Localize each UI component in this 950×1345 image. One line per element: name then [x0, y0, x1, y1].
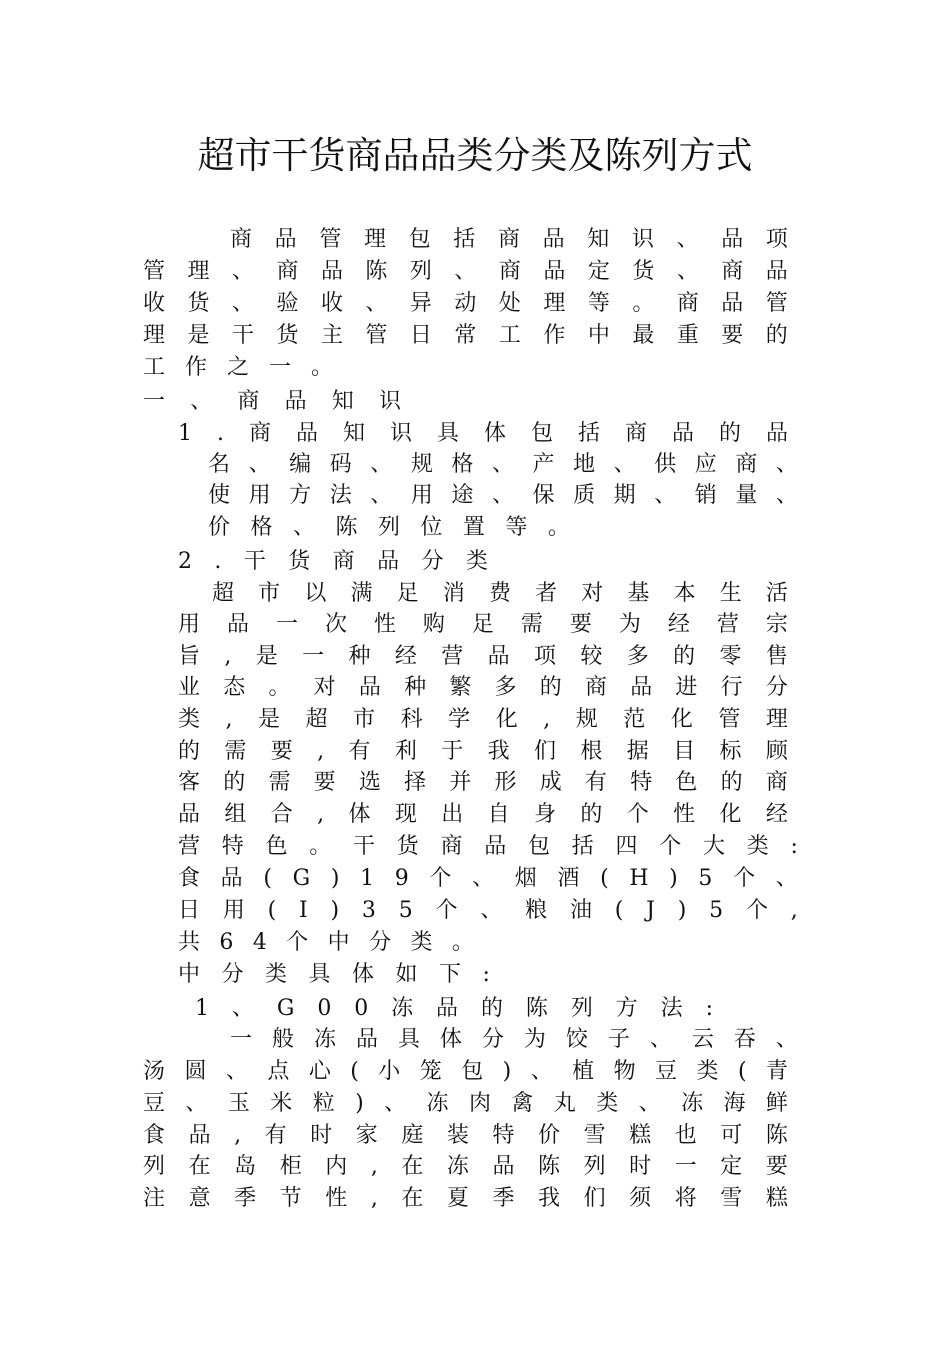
- body-line: 汤 圆 、 点 心 ( 小 笼 包 ) 、 植 物 豆 类 ( 青: [143, 1059, 788, 1084]
- body-line: 旨 , 是 一 种 经 营 品 项 较 多 的 零 售: [178, 644, 788, 669]
- body-line: 工 作 之 一 。: [143, 355, 333, 380]
- document-title: 超市干货商品品类分类及陈列方式: [197, 134, 753, 177]
- body-line: 管 理 、 商 品 陈 列 、 商 品 定 货 、 商 品: [143, 259, 788, 284]
- body-line: 的 需 要 , 有 利 于 我 们 根 据 目 标 顾: [178, 739, 788, 764]
- list-item-line: 1 . 商 品 知 识 具 体 包 括 商 品 的 品: [178, 421, 788, 446]
- body-line: 类 , 是 超 市 科 学 化 , 规 范 化 管 理: [178, 707, 788, 732]
- section-heading: 一 、 商 品 知 识: [143, 389, 401, 414]
- body-line: 收 货 、 验 收 、 异 动 处 理 等 。 商 品 管: [143, 291, 788, 316]
- body-line: 一 般 冻 品 具 体 分 为 饺 子 、 云 吞 、: [230, 1027, 798, 1052]
- body-line: 品 组 合 , 体 现 出 自 身 的 个 性 化 经: [178, 802, 788, 827]
- subsection-heading: 1 、 G 0 0 冻 品 的 陈 列 方 法 :: [195, 996, 713, 1021]
- body-line: 商 品 管 理 包 括 商 品 知 识 、 品 项: [230, 227, 788, 252]
- list-item-line: 价 格 、 陈 列 位 置 等 。: [208, 515, 570, 540]
- body-line: 用 品 一 次 性 购 足 需 要 为 经 营 宗: [178, 612, 788, 637]
- list-item-line: 使 用 方 法 、 用 途 、 保 质 期 、 销 量 、: [208, 483, 798, 508]
- body-line: 业 态 。 对 品 种 繁 多 的 商 品 进 行 分: [178, 675, 788, 700]
- list-item-line: 名 、 编 码 、 规 格 、 产 地 、 供 应 商 、: [208, 452, 798, 477]
- body-line: 食 品 , 有 时 家 庭 装 特 价 雪 糕 也 可 陈: [143, 1123, 788, 1148]
- body-line: 中 分 类 具 体 如 下 :: [178, 962, 490, 987]
- body-line: 列 在 岛 柜 内 , 在 冻 品 陈 列 时 一 定 要: [143, 1154, 788, 1179]
- body-line: 营 特 色 。 干 货 商 品 包 括 四 个 大 类 :: [178, 834, 798, 859]
- body-line: 超 市 以 满 足 消 费 者 对 基 本 生 活: [212, 581, 788, 606]
- body-line: 食 品 ( G ) 1 9 个 、 烟 酒 ( H ) 5 个 、: [178, 866, 798, 891]
- body-line: 客 的 需 要 选 择 并 形 成 有 特 色 的 商: [178, 770, 788, 795]
- subsection-heading: 2 . 干 货 商 品 分 类: [178, 549, 488, 574]
- body-line: 豆 、 玉 米 粒 ) 、 冻 肉 禽 丸 类 、 冻 海 鲜: [143, 1091, 788, 1116]
- body-line: 共 6 4 个 中 分 类 。: [178, 930, 474, 955]
- body-line: 日 用 ( I ) 3 5 个 、 粮 油 ( J ) 5 个 ,: [178, 898, 798, 923]
- body-line: 注 意 季 节 性 , 在 夏 季 我 们 须 将 雪 糕: [143, 1186, 788, 1211]
- body-line: 理 是 干 货 主 管 日 常 工 作 中 最 重 要 的: [143, 323, 788, 348]
